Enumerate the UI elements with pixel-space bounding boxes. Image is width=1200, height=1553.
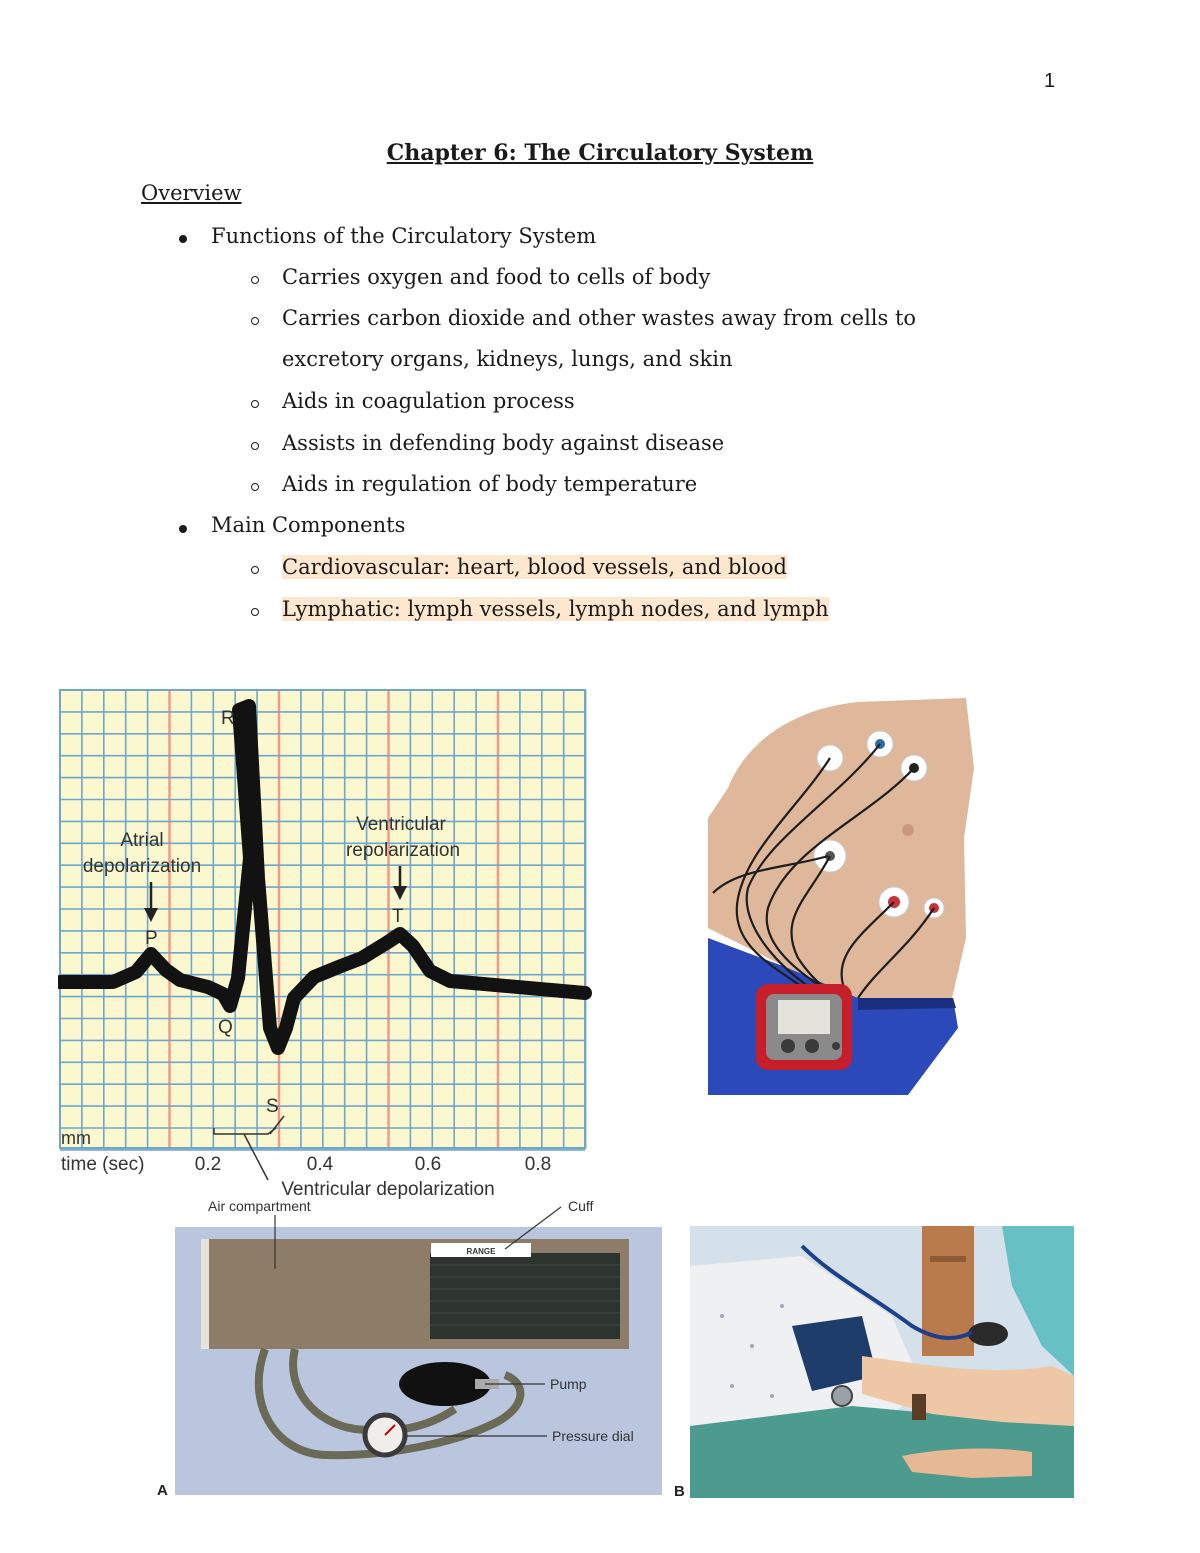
wave-label-p: P (145, 928, 158, 949)
device-button-icon (781, 1039, 795, 1053)
list-item-functions: Functions of the Circulatory System (211, 224, 597, 248)
hollow-bullet-icon (251, 400, 259, 408)
label-pump: Pump (550, 1376, 587, 1392)
holter-illustration (708, 698, 974, 1095)
device-screen (778, 1000, 830, 1034)
panel-letter-a: A (157, 1482, 168, 1499)
velcro-strip (430, 1253, 620, 1339)
sub-item: Aids in coagulation process (282, 389, 575, 413)
axis-label: time (sec) (61, 1154, 145, 1175)
sub-item: Carries carbon dioxide and other wastes away from cells to (282, 306, 917, 330)
wave-label-s: S (266, 1096, 279, 1117)
wave-label-r: R (221, 708, 235, 729)
label-pressure-dial: Pressure dial (552, 1428, 634, 1444)
range-text: RANGE (466, 1247, 496, 1256)
device-button-icon (832, 1042, 840, 1050)
bp-measurement-photo (672, 1226, 1076, 1500)
cuff-edge (201, 1239, 209, 1349)
section-heading-overview: Overview (141, 181, 242, 205)
annotation-depolarization: depolarization (82, 856, 202, 877)
nipple (902, 824, 914, 836)
label-air-compartment: Air compartment (208, 1198, 311, 1214)
page-title: Chapter 6: The Circulatory System (386, 140, 814, 166)
wave-label-t: T (392, 906, 404, 927)
panel-letter-b: B (674, 1483, 685, 1500)
holter-monitor-photo (708, 698, 974, 1095)
tick-label: 0.8 (524, 1154, 552, 1175)
sub-item-cardiovascular: Cardiovascular: heart, blood vessels, and blood (282, 555, 787, 579)
bullet-icon (179, 235, 187, 243)
device-button-icon (805, 1039, 819, 1053)
ecg-figure (58, 688, 618, 1203)
tick-label: 0.6 (414, 1154, 442, 1175)
bp-photo-illustration (672, 1226, 1076, 1500)
hollow-bullet-icon (251, 566, 259, 574)
hollow-bullet-icon (251, 483, 259, 491)
tick-label: 0.2 (194, 1154, 222, 1175)
unit-label: mm (61, 1128, 91, 1148)
sub-item: Aids in regulation of body temperature (282, 472, 698, 496)
annotation-repolarization: repolarization (345, 840, 461, 861)
stethoscope-icon (832, 1386, 852, 1406)
hollow-bullet-icon (251, 276, 259, 284)
label-cuff: Cuff (568, 1198, 594, 1214)
annotation-atrial: Atrial (120, 830, 164, 851)
hollow-bullet-icon (251, 608, 259, 616)
cuff-illustration (155, 1193, 665, 1501)
hollow-bullet-icon (251, 317, 259, 325)
ecg-diagram (58, 688, 618, 1203)
sub-item-continuation: excretory organs, kidneys, lungs, and skin (282, 347, 733, 371)
bp-cuff-figure (155, 1193, 665, 1501)
page-number: 1 (1044, 70, 1056, 92)
tick-label: 0.4 (306, 1154, 334, 1175)
list-item-main-components: Main Components (211, 513, 406, 537)
sub-item-lymphatic: Lymphatic: lymph vessels, lymph nodes, and lymph (282, 597, 829, 621)
annotation-ventricular: Ventricular (356, 814, 446, 835)
wave-label-q: Q (218, 1017, 233, 1038)
hollow-bullet-icon (251, 442, 259, 450)
sub-item: Carries oxygen and food to cells of body (282, 265, 711, 289)
waistband (858, 998, 956, 1010)
bullet-icon (179, 525, 187, 533)
inflation-bulb (968, 1322, 1008, 1346)
annotation-ventricular-depolarization: Ventricular depolarization (281, 1179, 495, 1200)
watch-icon (912, 1394, 926, 1420)
sub-item: Assists in defending body against disease (282, 431, 725, 455)
